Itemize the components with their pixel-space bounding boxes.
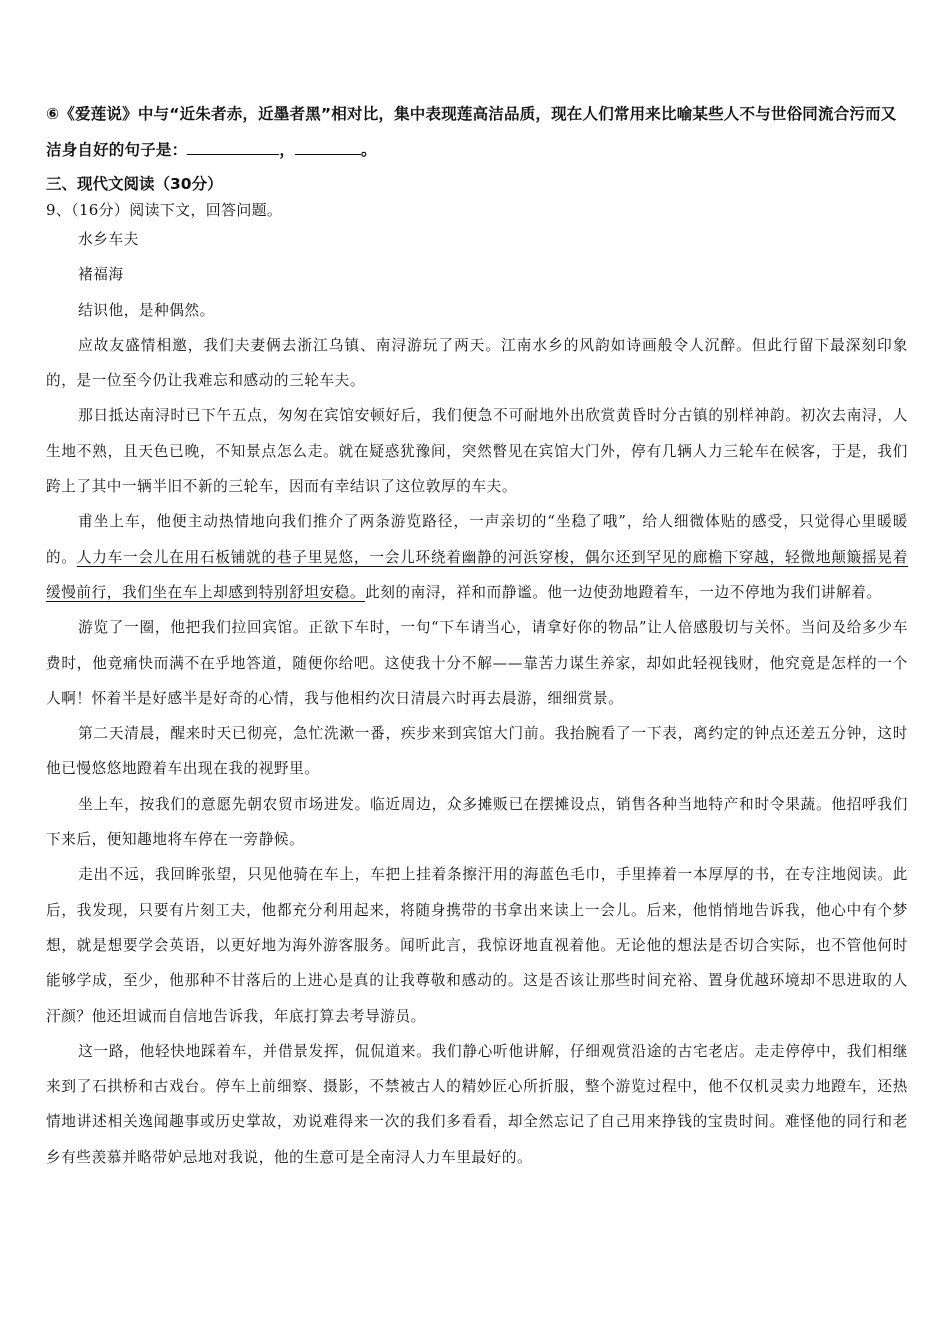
- question-6-comma: ，: [279, 141, 296, 159]
- underlined-sentence: 人力车一会儿在用石板铺就的巷子里晃悠，一会儿环绕着幽静的河浜穿梭，偶尔还到罕见的廊檐下穿越，轻微地颠簸摇晃着缓慢前行，我们坐在车上却感到特别舒坦安稳。: [46, 548, 908, 601]
- question-6-text: ⑥《爱莲说》中与“近朱者赤，近墨者黑”相对比，集中表现莲高洁品质，现在人们常用来比喻某些人不与世俗同流合污而又洁身自好的句子是：: [46, 105, 897, 159]
- paragraph-6: 第二天清晨，醒来时天已彻亮，急忙洗漱一番，疾步来到宾馆大门前。我抬腕看了一下表，离约定的钟点还差五分钟，这时他已慢悠悠地蹬着车出现在我的视野里。: [46, 725, 908, 778]
- paragraph-2: 应故友盛情相邀，我们夫妻俩去浙江乌镇、南浔游玩了两天。江南水乡的风韵如诗画般令人沉醉。但此行留下最深刻印象的，是一位至今仍让我难忘和感动的三轮车夫。: [46, 336, 908, 390]
- section-title: 三、现代文阅读（30分）: [46, 175, 223, 193]
- paragraph-4: [46, 504, 908, 610]
- paragraph-4-part-1: 甫坐上车，他便主动热情地向我们推介了两条游览路径，一声亲切的“坐稳了哦”，给人细微体贴的感受，只觉得心里暖暖的。: [46, 513, 908, 566]
- article-author: 褚福海: [78, 266, 124, 284]
- paragraph-1: 结识他，是种偶然。: [78, 301, 215, 319]
- question-6: [46, 96, 908, 168]
- paragraph-4-part-3: 此刻的南浔，祥和而静谧。他一边使劲地蹬着车，一边不停地为我们讲解着。: [365, 583, 882, 601]
- reading-passage: [46, 222, 908, 1175]
- paragraph-7: 坐上车，按我们的意愿先朝农贸市场进发。临近周边，众多摊贩已在摆摊设点，销售各种当地特产和时令果蔬。他招呼我们下来后，便知趣地将车停在一旁静候。: [46, 795, 908, 849]
- article-title: 水乡车夫: [78, 231, 139, 248]
- answer-blank-2[interactable]: [295, 136, 361, 155]
- paragraph-9: 这一路，他轻快地踩着车，并借景发挥，侃侃道来。我们静心听他讲解，仔细观赏沿途的古宅老店。走走停停中，我们相继来到了石拱桥和古戏台。停车上前细察、摄影，不禁被古人的精妙匠心所折服，整个游览过程中，他不仅机灵卖力地蹬车，还热情地讲述相关逸闻趣事或历史掌故，劝说难得来一次的我们多看看，却全然忘记了自己用来挣钱的宝贵时间。难怪他的同行和老乡有些羡慕并略带妒忌地对我说，他的生意可是全南浔人力车里最好的。: [46, 1042, 908, 1166]
- question-6-end: 。: [361, 141, 377, 159]
- question-9-stem: 9、（16分）阅读下文，回答问题。: [46, 201, 283, 219]
- paragraph-5: 游览了一圈，他把我们拉回宾馆。正欲下车时，一句“下车请当心，请拿好你的物品”让人倍感殷切与关怀。当问及给多少车费时，他竟痛快而满不在乎地答道，随便你给吧。这使我十分不解——靠苦力谋生养家，却如此轻视钱财，他究竟是怎样的一个人啊！怀着半是好感半是好奇的心情，我与他相约次日清晨六时再去晨游，细细赏景。: [46, 619, 908, 707]
- paragraph-8: 走出不远，我回眸张望，只见他骑在车上，车把上挂着条擦汗用的海蓝色毛巾，手里捧着一本厚厚的书，在专注地阅读。此后，我发现，只要有片刻工夫，他都充分利用起来，将随身携带的书拿出来读上一会儿。后来，他悄悄地告诉我，他心中有个梦想，就是想要学会英语，以更好地为海外游客服务。闻听此言，我惊讶地直视着他。无论他的想法是否切合实际，也不管他何时能够学成，至少，他那种不甘落后的上进心是真的让我尊敬和感动的。这是否该让那些时间充裕、置身优越环境却不思进取的人汗颜？他还坦诚而自信地告诉我，年底打算去考导游员。: [46, 866, 908, 1025]
- paragraph-3: 那日抵达南浔时已下午五点，匆匆在宾馆安顿好后，我们便急不可耐地外出欣赏黄昏时分古镇的别样神韵。初次去南浔，人生地不熟，且天色已晚，不知景点怎么走。就在疑惑犹豫间，突然瞥见在宾馆大门外，停有几辆人力三轮车在候客，于是，我们跨上了其中一辆半旧不新的三轮车，因而有幸结识了这位敦厚的车夫。: [46, 407, 908, 496]
- answer-blank-1[interactable]: [187, 136, 279, 155]
